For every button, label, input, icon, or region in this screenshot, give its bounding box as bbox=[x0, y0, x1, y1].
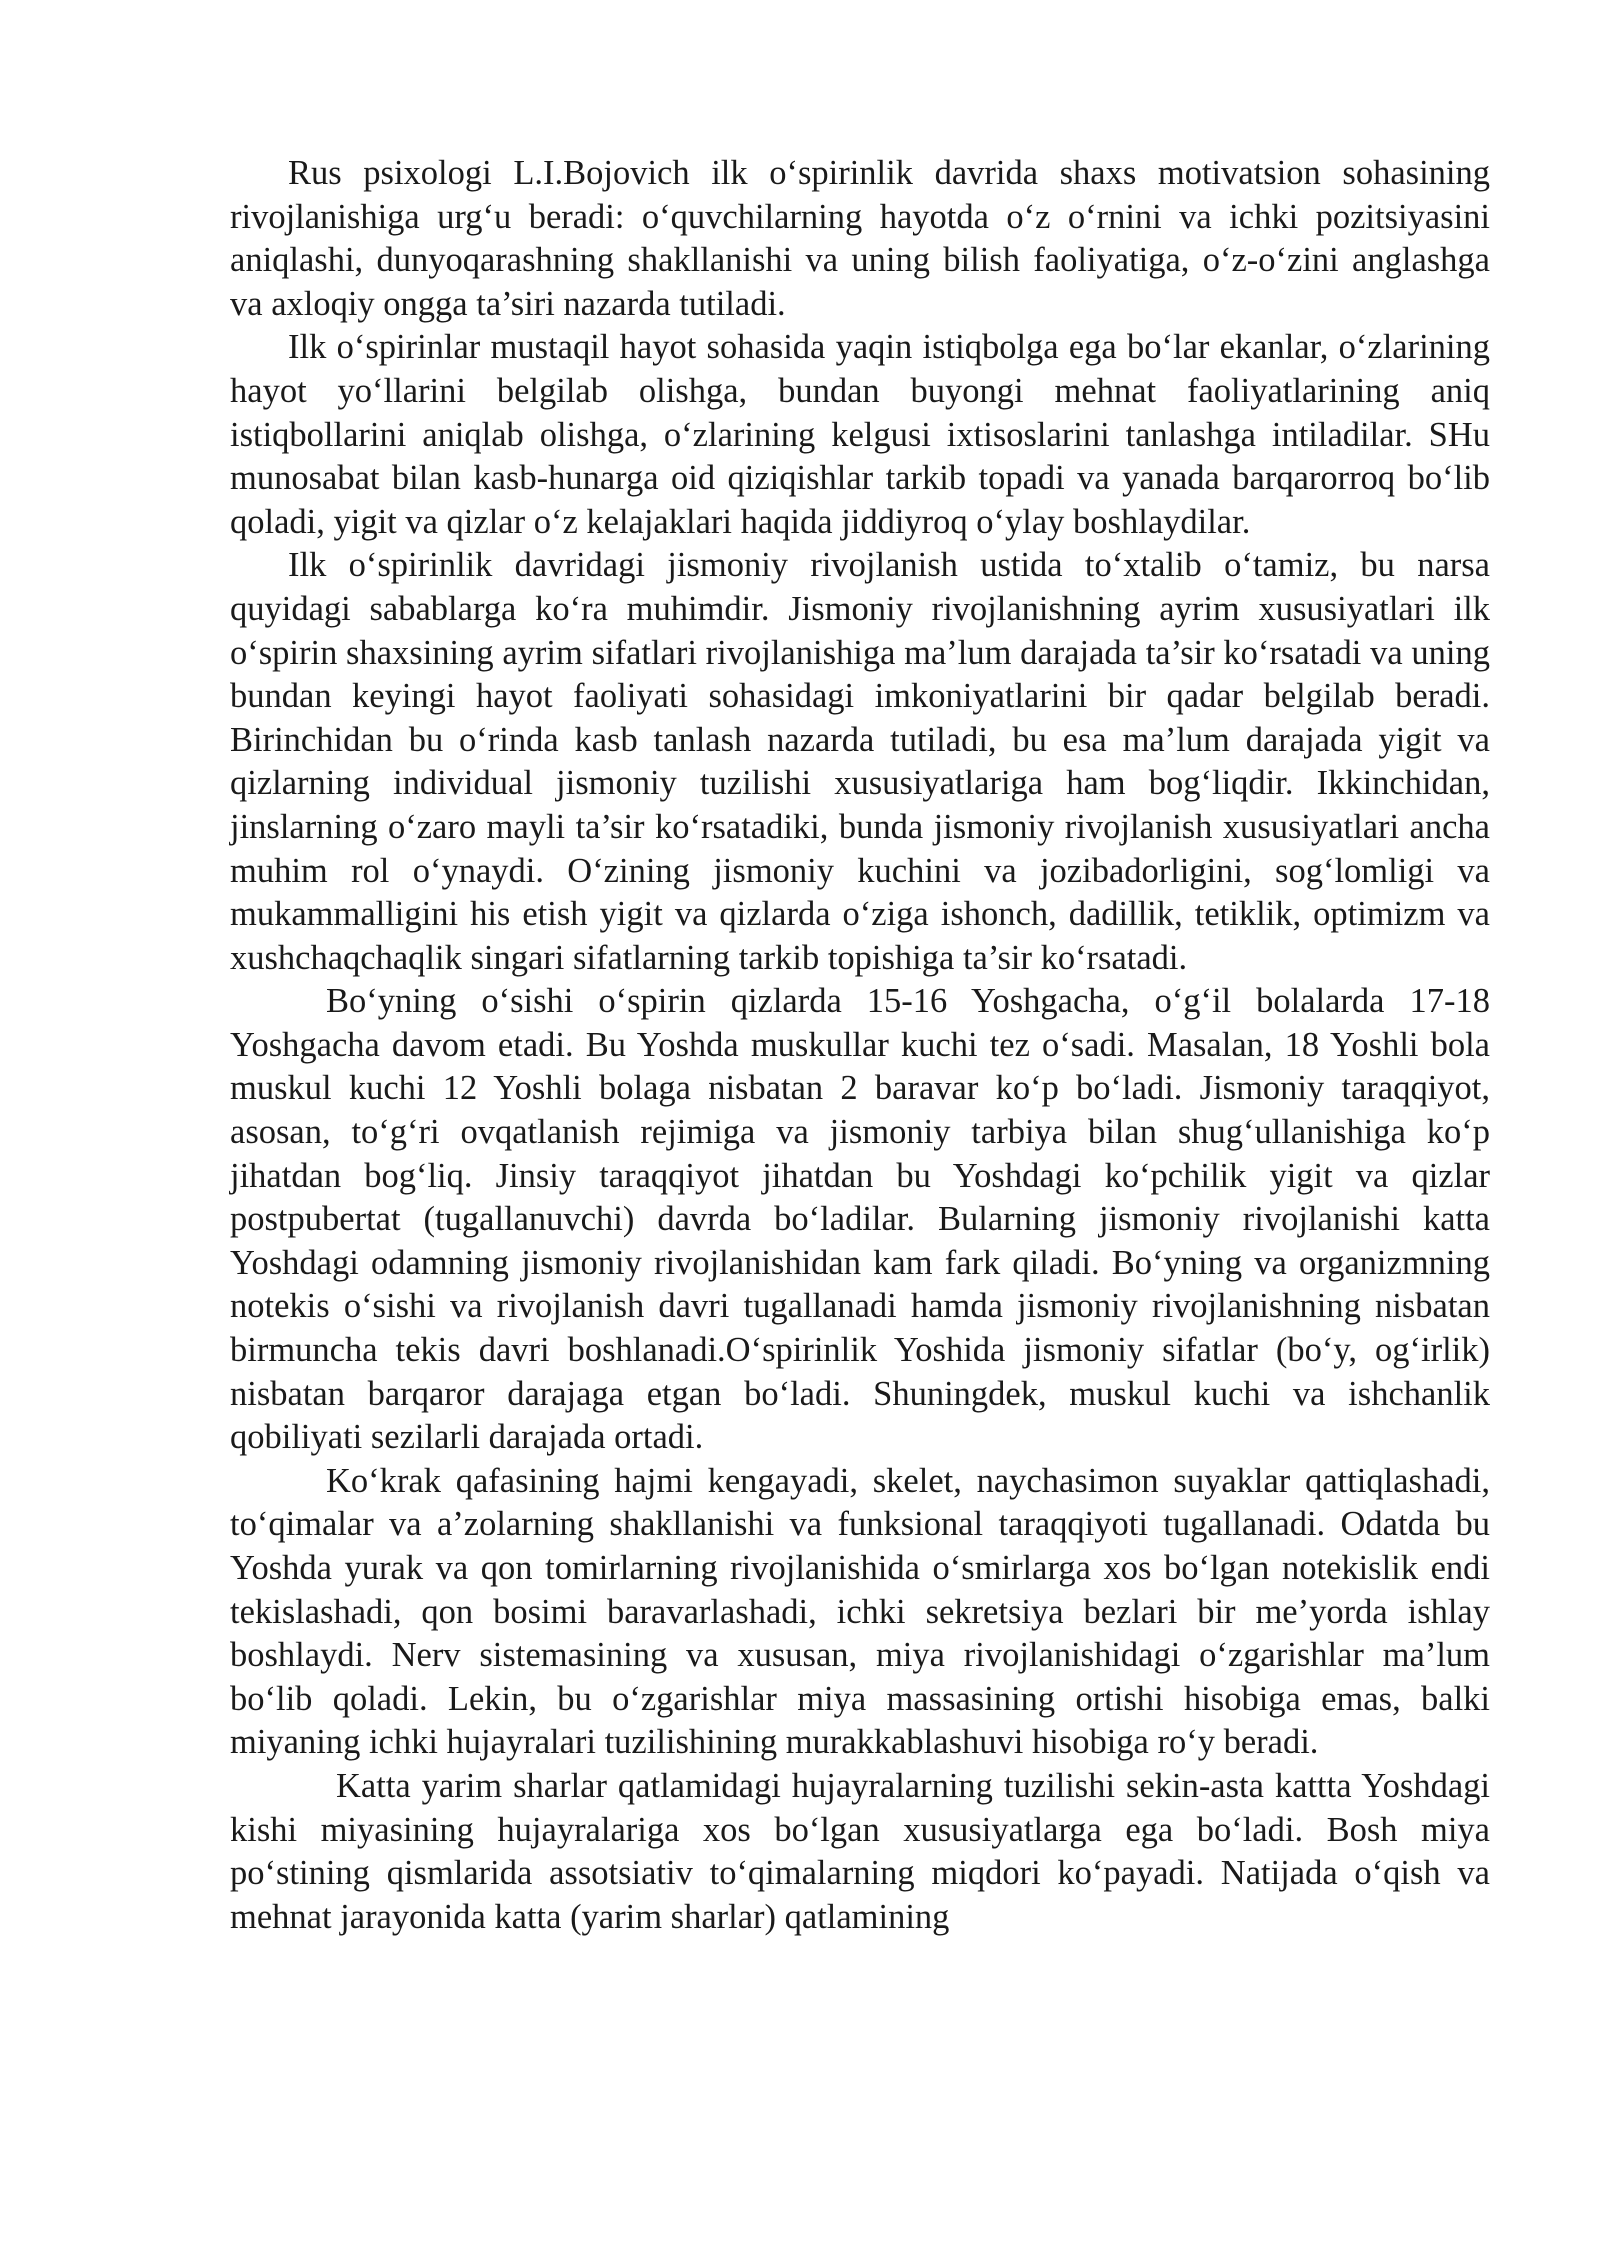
paragraph-chest-and-nervous-system: Ko‘krak qafasining hajmi kengayadi, skelet, naychasimon suyaklar qattiqlashadi, to‘qimalar va a’zolarning shakllanishi va funksional taraqqiyoti tugallanadi. Odatda bu Yoshda yurak va qon tomirlarning rivojlanishida o‘smirlarga xos bo‘lgan notekislik endi tekislashadi, qon bosimi baravarlashadi, ichki sekretsiya bezlari bir me’yorda ishlay boshlaydi. Nerv sistemasining va xususan, miya rivojlanishidagi o‘zgarishlar ma’lum bo‘lib qoladi. Lekin, bu o‘zgarishlar miya massasining ortishi hisobiga emas, balki miyaning ichki hujayralari tuzilishining murakkablashuvi hisobiga ro‘y beradi. bbox=[230, 1461, 1490, 1762]
paragraph-brain-hemispheres: Katta yarim sharlar qatlamidagi hujayralarning tuzilishi sekin-asta kattta Yoshdagi kishi miyasining hujayralariga xos bo‘lgan xususiyatlarga ega bo‘ladi. Bosh miya po‘stining qismlarida assotsiativ to‘qimalarning miqdori ko‘payadi. Natijada o‘qish va mehnat jarayonida katta (yarim sharlar) qatlamining bbox=[230, 1766, 1490, 1936]
document-page bbox=[230, 152, 1490, 1939]
paragraph-physical-development: Ilk o‘spirinlik davridagi jismoniy rivojlanish ustida to‘xtalib o‘tamiz, bu narsa quyidagi sabablarga ko‘ra muhimdir. Jismoniy rivojlanishning ayrim xususiyatlari ilk o‘spirin shaxsining ayrim sifatlari rivojlanishiga ma’lum darajada ta’sir ko‘rsatadi va uning bundan keyingi hayot faoliyati sohasidagi imkoniyatlarini bir qadar belgilab beradi. Birinchidan bu o‘rinda kasb tanlash nazarda tutiladi, bu esa ma’lum darajada yigit va qizlarning individual jismoniy tuzilishi xususiyatlariga ham bog‘liqdir. Ikkinchidan, jinslarning o‘zaro mayli ta’sir ko‘rsatadiki, bunda jismoniy rivojlanish xususiyatlari ancha muhim rol o‘ynaydi. O‘zining jismoniy kuchini va jozibadorligini, sog‘lomligi va mukammalligini his etish yigit va qizlarda o‘ziga ishonch, dadillik, tetiklik, optimizm va xushchaqchaqlik singari sifatlarning tarkib topishiga ta’sir ko‘rsatadi. bbox=[230, 546, 1490, 977]
paragraph-bojovich-motivation: Rus psixologi L.I.Bojovich ilk o‘spirinlik davrida shaxs motivatsion sohasining rivojlanishiga urg‘u beradi: o‘quvchilarning hayotda o‘z o‘rnini va ichki pozitsiyasini aniqlashi, dunyoqarashning shakllanishi va uning bilish faoliyatiga, o‘z-o‘zini anglashga va axloqiy ongga ta’siri nazarda tutiladi. bbox=[230, 154, 1490, 323]
paragraph-height-growth: Bo‘yning o‘sishi o‘spirin qizlarda 15-16 Yoshgacha, o‘g‘il bolalarda 17-18 Yoshgacha davom etadi. Bu Yoshda muskullar kuchi tez o‘sadi. Masalan, 18 Yoshli bola muskul kuchi 12 Yoshli bolaga nisbatan 2 baravar ko‘p bo‘ladi. Jismoniy taraqqiyot, asosan, to‘g‘ri ovqatlanish rejimiga va jismoniy tarbiya bilan shug‘ullanishiga ko‘p jihatdan bog‘liq. Jinsiy taraqqiyot jihatdan bu Yoshdagi ko‘pchilik yigit va qizlar postpubertat (tugallanuvchi) davrda bo‘ladilar. Bularning jismoniy rivojlanishi katta Yoshdagi odamning jismoniy rivojlanishidan kam fark qiladi. Bo‘yning va organizmning notekis o‘sishi va rivojlanish davri tugallanadi hamda jismoniy rivojlanishning nisbatan birmuncha tekis davri boshlanadi.O‘spirinlik Yoshida jismoniy sifatlar (bo‘y, og‘irlik) nisbatan barqaror darajaga etgan bo‘ladi. Shuningdek, muskul kuchi va ishchanlik qobiliyati sezilarli darajada ortadi. bbox=[230, 982, 1490, 1457]
paragraph-career-choice: Ilk o‘spirinlar mustaqil hayot sohasida yaqin istiqbolga ega bo‘lar ekanlar, o‘zlarining hayot yo‘llarini belgilab olishga, bundan buyongi mehnat faoliyatlarining aniq istiqbollarini aniqlab olishga, o‘zlarining kelgusi ixtisoslarini tanlashga intiladilar. SHu munosabat bilan kasb-hunarga oid qiziqishlar tarkib topadi va yanada barqarorroq bo‘lib qoladi, yigit va qizlar o‘z kelajaklari haqida jiddiyroq o‘ylay boshlaydilar. bbox=[230, 328, 1490, 541]
